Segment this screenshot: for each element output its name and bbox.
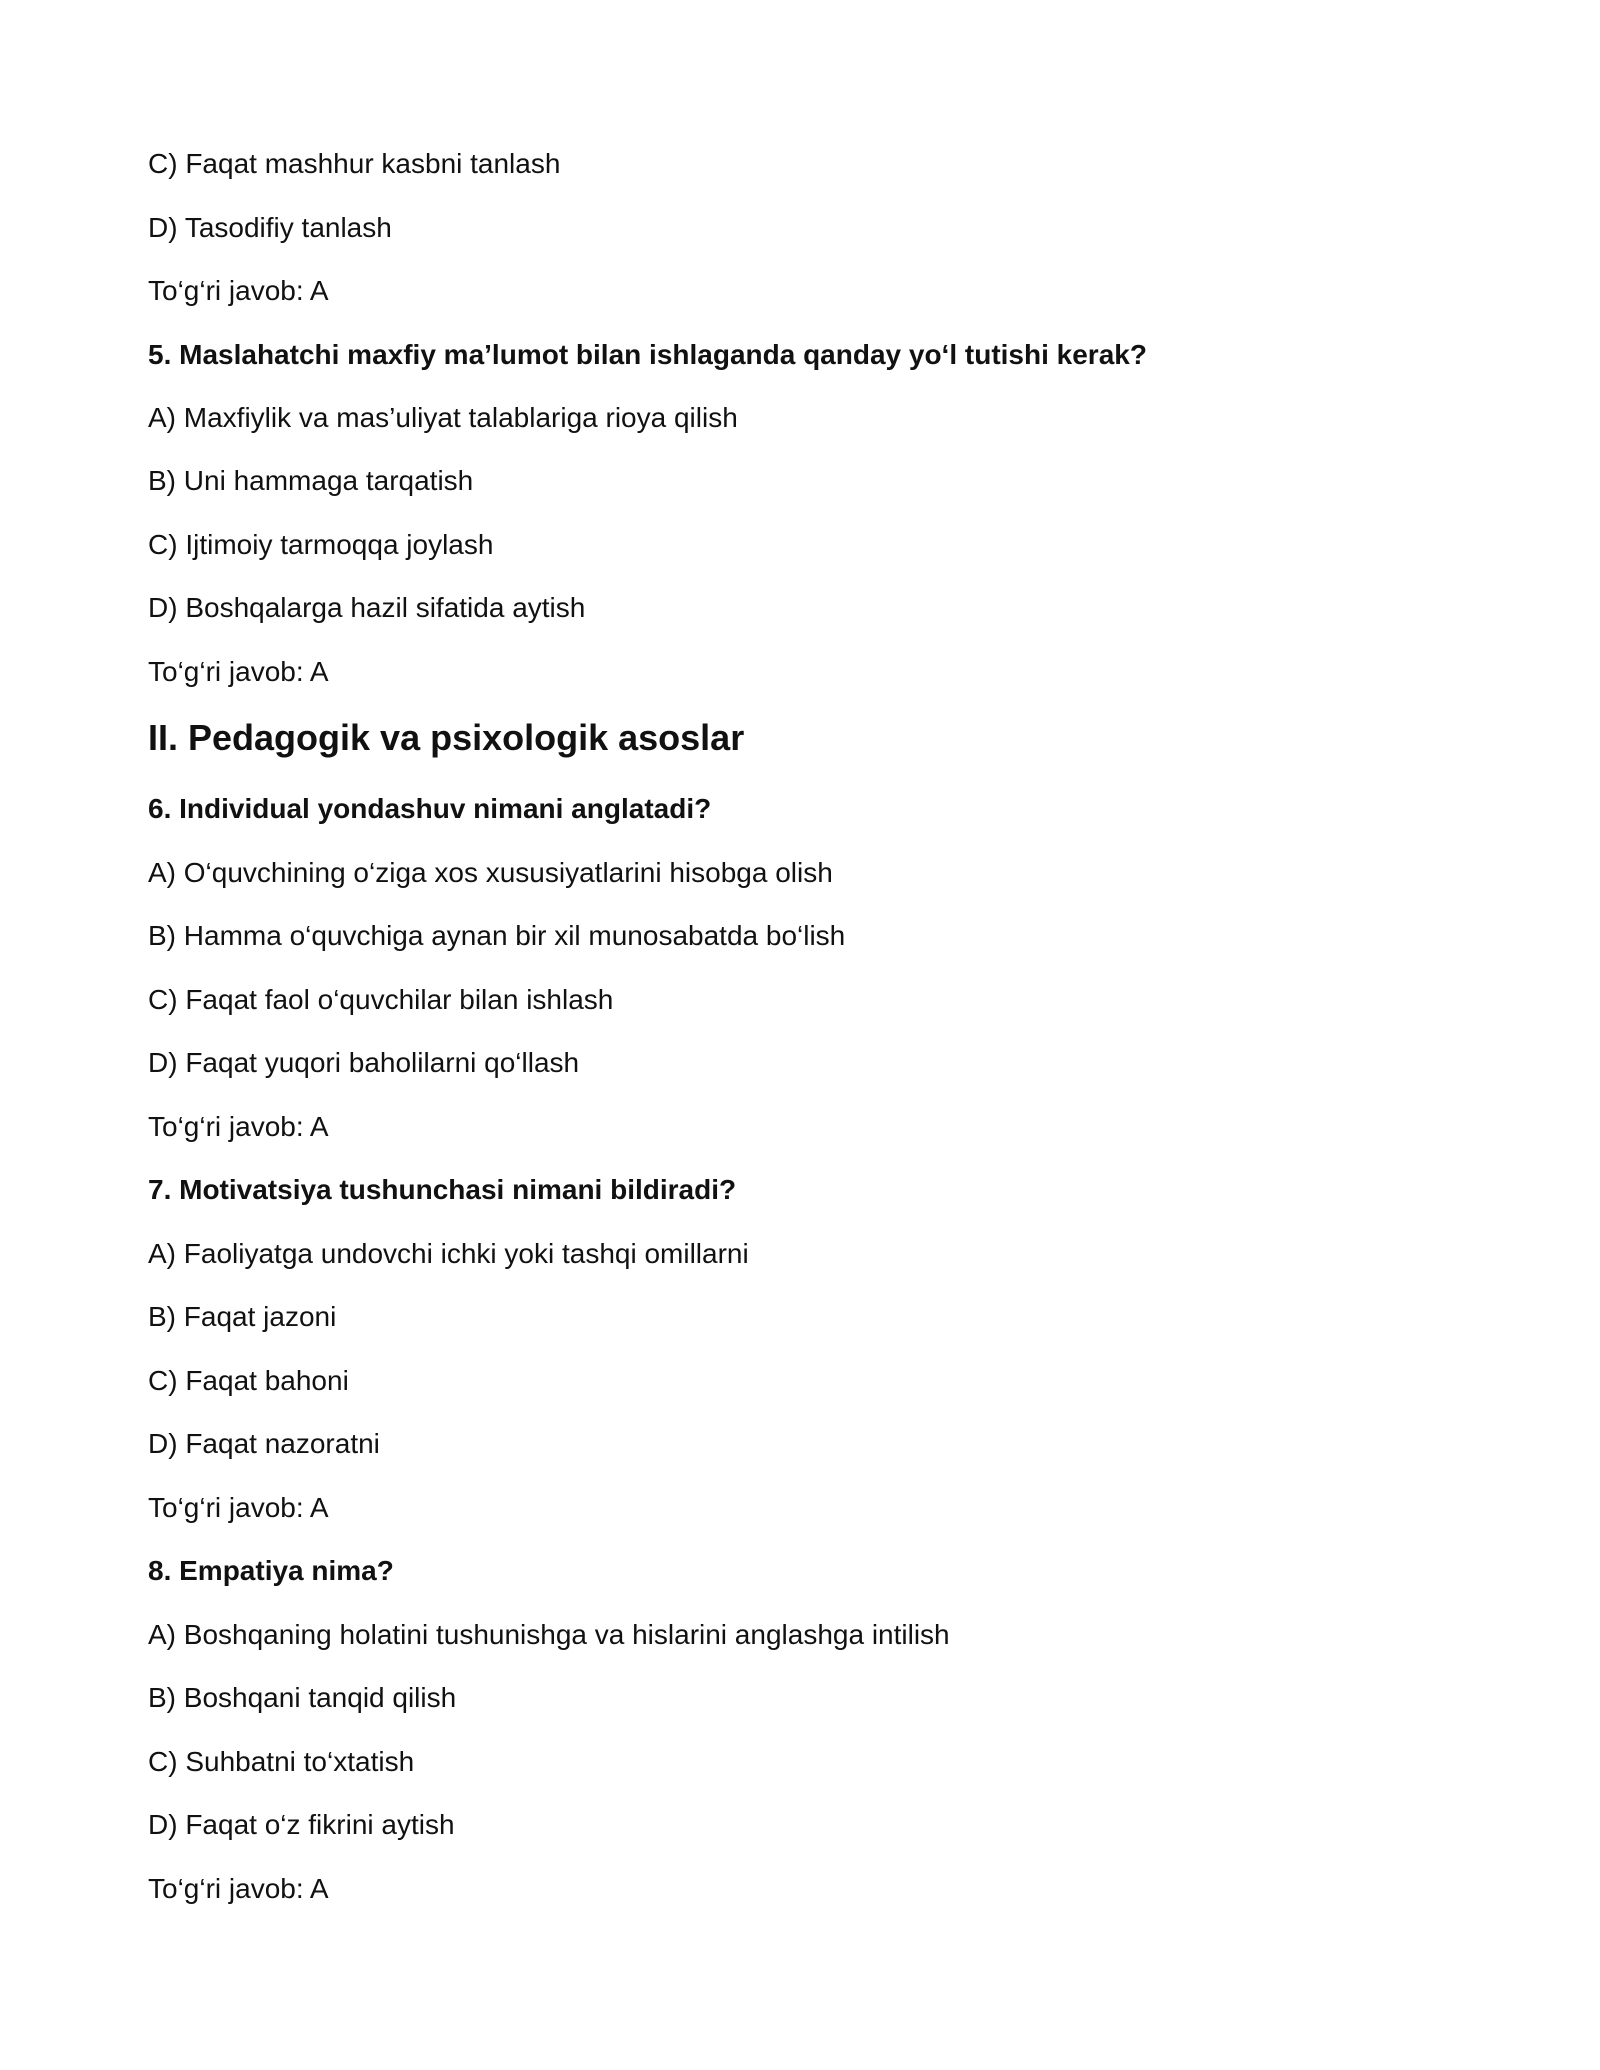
q6-option-d: D) Faqat yuqori baholilarni qo‘llash <box>148 1047 580 1078</box>
question-6: 6. Individual yondashuv nimani anglatadi? <box>148 793 712 824</box>
question-8: 8. Empatiya nima? <box>148 1555 394 1586</box>
option-d: D) Tasodifiy tanlash <box>148 212 392 243</box>
q7-option-c: C) Faqat bahoni <box>148 1365 349 1396</box>
q7-correct-answer: To‘g‘ri javob: A <box>148 1492 329 1523</box>
correct-answer: To‘g‘ri javob: A <box>148 275 329 306</box>
q8-option-b: B) Boshqani tanqid qilish <box>148 1682 457 1713</box>
question-7: 7. Motivatsiya tushunchasi nimani bildiradi? <box>148 1174 737 1205</box>
question-5: 5. Maslahatchi maxfiy ma’lumot bilan ishlaganda qanday yo‘l tutishi kerak? <box>148 339 1147 370</box>
q5-option-a: A) Maxfiylik va mas’uliyat talablariga rioya qilish <box>148 402 738 433</box>
q5-option-d: D) Boshqalarga hazil sifatida aytish <box>148 592 586 623</box>
q5-option-b: B) Uni hammaga tarqatish <box>148 465 474 496</box>
q8-correct-answer: To‘g‘ri javob: A <box>148 1873 329 1904</box>
q6-option-b: B) Hamma o‘quvchiga aynan bir xil munosabatda bo‘lish <box>148 920 846 951</box>
q5-correct-answer: To‘g‘ri javob: A <box>148 656 329 687</box>
q6-option-a: A) O‘quvchining o‘ziga xos xususiyatlarini hisobga olish <box>148 857 833 888</box>
q7-option-d: D) Faqat nazoratni <box>148 1428 380 1459</box>
q8-option-d: D) Faqat o‘z fikrini aytish <box>148 1809 455 1840</box>
q6-correct-answer: To‘g‘ri javob: A <box>148 1111 329 1142</box>
q7-option-b: B) Faqat jazoni <box>148 1301 337 1332</box>
section-heading: II. Pedagogik va psixologik asoslar <box>148 717 745 758</box>
q7-option-a: A) Faoliyatga undovchi ichki yoki tashqi omillarni <box>148 1238 749 1269</box>
q6-option-c: C) Faqat faol o‘quvchilar bilan ishlash <box>148 984 614 1015</box>
option-c: C) Faqat mashhur kasbni tanlash <box>148 148 561 179</box>
q5-option-c: C) Ijtimoiy tarmoqqa joylash <box>148 529 494 560</box>
q8-option-c: C) Suhbatni to‘xtatish <box>148 1746 415 1777</box>
q8-option-a: A) Boshqaning holatini tushunishga va hislarini anglashga intilish <box>148 1619 950 1650</box>
